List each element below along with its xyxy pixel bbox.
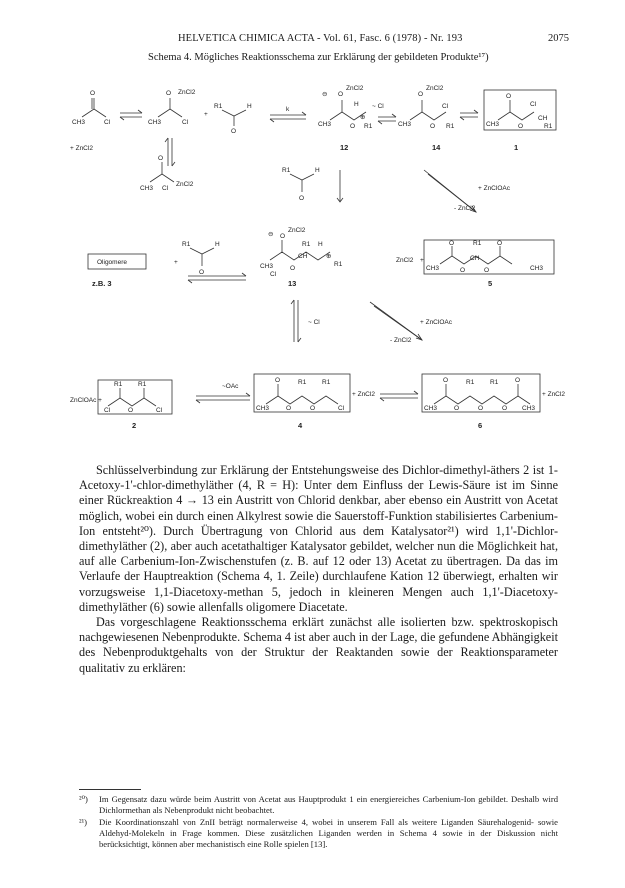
label-o: O bbox=[158, 155, 164, 162]
label-o: O bbox=[515, 377, 521, 384]
label-o: O bbox=[166, 90, 172, 97]
label-ch3: CH3 bbox=[256, 405, 270, 412]
svg-text:⊕: ⊕ bbox=[360, 114, 366, 121]
label-zncloac-plus: ZnClOAc + bbox=[70, 397, 102, 404]
label-zncl2: ZnCl2 bbox=[176, 181, 194, 188]
label-ch3: CH3 bbox=[72, 119, 86, 126]
equilibrium-arrow bbox=[460, 110, 478, 120]
label-minus-oac: ~OAc bbox=[222, 383, 239, 390]
label-r1: R1 bbox=[214, 103, 223, 110]
label-ch: CH bbox=[298, 253, 308, 260]
label-plus-zncloac: + ZnClOAc bbox=[478, 185, 510, 192]
compound-6-label: 6 bbox=[478, 421, 483, 430]
acetyl-chloride-structure bbox=[72, 90, 111, 126]
label-o: O bbox=[280, 233, 286, 240]
label-plus-zncl2: + ZnCl2 bbox=[352, 391, 375, 398]
label-cl: Cl bbox=[104, 407, 111, 414]
reaction-scheme bbox=[0, 62, 625, 457]
label-o: O bbox=[299, 195, 305, 202]
label-h: H bbox=[318, 241, 323, 248]
equilibrium-arrow bbox=[378, 114, 396, 124]
svg-text:+: + bbox=[204, 111, 208, 118]
footnote-divider bbox=[79, 789, 141, 790]
vertical-equilibrium-arrow bbox=[165, 138, 175, 166]
paragraph-2: Das vorgeschlagene Reaktionsschema erklärt zunächst alle isolierten bzw. spektroskopisch nachgewiesenen Nebenprodukte. Schema 4 ist aber auch in der Lage, die gefundene Abhängigkeit des Nebenproduktgehalts von der Struktur der Reaktanden sowie der Reaktionsparameter qualitativ zu erklären: bbox=[79, 615, 558, 675]
compound-13-label: 13 bbox=[288, 279, 297, 288]
label-r1: R1 bbox=[298, 379, 307, 386]
compound-14-label: 14 bbox=[432, 143, 441, 152]
label-o: O bbox=[430, 123, 436, 130]
footnote-20 bbox=[79, 794, 558, 816]
label-cl: Cl bbox=[270, 271, 277, 278]
label-ch3: CH3 bbox=[426, 265, 440, 272]
label-ch3: CH3 bbox=[530, 265, 544, 272]
label-o: O bbox=[454, 405, 460, 412]
label-o: O bbox=[286, 405, 292, 412]
label-minus-cl: ~ Cl bbox=[372, 103, 384, 110]
footnote-text: Im Gegensatz dazu würde beim Austritt von Acetat aus Hauptprodukt 1 ein energiereiches Carbenium-Ion gebildet. Deshalb wird Dichlormethan als Nebenprodukt nicht beobachtet. bbox=[99, 794, 558, 815]
compound-1-label: 1 bbox=[514, 143, 519, 152]
equilibrium-arrow bbox=[196, 383, 250, 403]
label-ch3: CH3 bbox=[260, 263, 274, 270]
label-r1: R1 bbox=[334, 261, 343, 268]
label-o: O bbox=[128, 407, 134, 414]
oligomer-box bbox=[88, 254, 146, 288]
label-plus-zncloac: + ZnClOAc bbox=[420, 319, 452, 326]
label-o: O bbox=[497, 240, 503, 247]
complex-14-structure bbox=[398, 85, 455, 152]
label-cl: Cl bbox=[442, 103, 449, 110]
cation-13-structure bbox=[260, 227, 343, 288]
label-r1: R1 bbox=[302, 241, 311, 248]
paragraph-1: Schlüsselverbindung zur Erklärung der Entstehungsweise des Dichlor-dimethyl-äthers 2 ist 1-Acetoxy-1'-chlor-dimethyläther (4, R = H): Unter dem Einfluss der Lewis-Säure ist im Sinne einer Rückreaktion 4 → 13 ein Austritt von Chlorid denkbar, aber ebenso ein Austritt von Acetat möglich, wobei ein durch einen Alkylrest sowie die Sauerstoff-Funktion stabilisiertes Carbenium-Ion entsteht²⁰). Durch Übertragung von Chlorid aus dem Katalysator²¹) wird 1,1'-Dichlor-dimethyläther (2), aber auch acetathaltiger Katalysator gebildet, welcher nun die Möglichkeit hat, auf alle Carbenium-Ion-Zwischenstufen (z. B. auf 12 oder 13) Acetat zu übertragen. Da das im Verlaufe der Hauptreaktion (Schema 4, 1. Zeile) durchlaufene Kation 12 überwiegt, erhalten wir vorzugsweise 1,1-Diacetoxy-methan 5, jedoch in kleineren Mengen auch 1,1'-Diacetoxy-dimethyläther (6) sowie allenfalls oligomere Diacetate. bbox=[79, 463, 558, 614]
label-minus-zncl2: - ZnCl2 bbox=[454, 205, 476, 212]
label-ch3: CH3 bbox=[486, 121, 500, 128]
label-o: O bbox=[478, 405, 484, 412]
label-o: O bbox=[418, 91, 424, 98]
label-plus-zncl2: + ZnCl2 bbox=[70, 145, 93, 152]
label-o: O bbox=[484, 267, 490, 274]
label-cl: Cl bbox=[530, 101, 537, 108]
label-r1: R1 bbox=[490, 379, 499, 386]
label-o: O bbox=[518, 123, 524, 130]
label-cl: Cl bbox=[338, 405, 345, 412]
label-r1: R1 bbox=[364, 123, 373, 130]
label-minus-zncl2: - ZnCl2 bbox=[390, 337, 412, 344]
label-minus-cl: ~ Cl bbox=[308, 319, 320, 326]
label-cl: Cl bbox=[104, 119, 111, 126]
body-text bbox=[79, 463, 558, 676]
label-r1: R1 bbox=[473, 240, 482, 247]
label-o: O bbox=[506, 93, 512, 100]
label-zncl2: ZnCl2 bbox=[288, 227, 306, 234]
label-r1: R1 bbox=[446, 123, 455, 130]
compound-4-label: 4 bbox=[298, 421, 303, 430]
label-cl: Cl bbox=[162, 185, 169, 192]
label-o: O bbox=[310, 405, 316, 412]
label-ch3: CH3 bbox=[318, 121, 332, 128]
label-r1: R1 bbox=[182, 241, 191, 248]
label-r1: R1 bbox=[282, 167, 291, 174]
equilibrium-arrow bbox=[188, 273, 246, 283]
aldehyde-structure bbox=[174, 241, 220, 276]
label-o: O bbox=[231, 128, 237, 135]
svg-text:⊖: ⊖ bbox=[322, 91, 328, 98]
svg-text:⊕: ⊕ bbox=[326, 253, 332, 260]
product-1-structure bbox=[484, 90, 556, 152]
label-ch3: CH3 bbox=[148, 119, 162, 126]
label-o: O bbox=[199, 269, 205, 276]
label-r1: R1 bbox=[466, 379, 475, 386]
rate-arrow-k bbox=[270, 106, 306, 122]
label-o: O bbox=[502, 405, 508, 412]
vertical-equilibrium-arrow bbox=[291, 300, 320, 342]
label-r1: R1 bbox=[114, 381, 123, 388]
label-zncl2-plus: ZnCl2 bbox=[396, 257, 414, 264]
product-4-structure bbox=[254, 374, 350, 430]
equilibrium-arrow bbox=[380, 391, 418, 401]
product-6-structure bbox=[422, 374, 540, 430]
label-cl: Cl bbox=[156, 407, 163, 414]
label-r1: R1 bbox=[138, 381, 147, 388]
footnote-21 bbox=[79, 817, 558, 850]
label-zncl2: ZnCl2 bbox=[346, 85, 364, 92]
label-oligomere: Oligomere bbox=[97, 259, 127, 266]
label-h: H bbox=[354, 101, 359, 108]
label-o: O bbox=[460, 267, 466, 274]
svg-text:+: + bbox=[174, 259, 178, 266]
label-zncl2: ZnCl2 bbox=[178, 89, 196, 96]
label-cl: Cl bbox=[182, 119, 189, 126]
aldehyde-structure bbox=[282, 167, 320, 202]
scheme-caption: Schema 4. Mögliches Reaktionsschema zur Erklärung der gebildeten Produkte¹⁷) bbox=[148, 52, 489, 63]
label-ch: CH bbox=[538, 115, 548, 122]
label-o: O bbox=[275, 377, 281, 384]
acetyl-chloride-zncl2-adduct bbox=[140, 155, 194, 192]
label-plus-zncl2: + ZnCl2 bbox=[542, 391, 565, 398]
label-r1: R1 bbox=[322, 379, 331, 386]
label-ch3: CH3 bbox=[398, 121, 412, 128]
compound-12-label: 12 bbox=[340, 143, 349, 152]
cation-12-structure bbox=[318, 85, 373, 152]
label-r1: R1 bbox=[544, 123, 553, 130]
footnote-mark: ²¹) bbox=[79, 817, 88, 827]
diagonal-arrow bbox=[370, 302, 422, 340]
footnotes bbox=[79, 794, 558, 851]
compound-3-label: z.B. 3 bbox=[92, 279, 112, 288]
svg-text:⊖: ⊖ bbox=[268, 231, 274, 238]
page-number: 2075 bbox=[548, 33, 569, 44]
label-o: O bbox=[90, 90, 96, 97]
label-h: H bbox=[315, 167, 320, 174]
label-k: k bbox=[286, 106, 290, 113]
label-ch3: CH3 bbox=[424, 405, 438, 412]
label-o: O bbox=[338, 91, 344, 98]
compound-2-label: 2 bbox=[132, 421, 137, 430]
product-5-structure bbox=[424, 240, 554, 288]
label-zncl2: ZnCl2 bbox=[426, 85, 444, 92]
acetyl-chloride-zncl2-complex bbox=[148, 89, 208, 126]
label-h: H bbox=[215, 241, 220, 248]
label-o: O bbox=[290, 265, 296, 272]
equilibrium-arrow bbox=[120, 110, 142, 120]
label-ch3: CH3 bbox=[522, 405, 536, 412]
label-o: O bbox=[449, 240, 455, 247]
vertical-arrow bbox=[337, 170, 343, 202]
running-header: HELVETICA CHIMICA ACTA - Vol. 61, Fasc. 6 (1978) - Nr. 193 bbox=[178, 33, 463, 44]
label-ch: CH bbox=[470, 255, 480, 262]
label-o: O bbox=[350, 123, 356, 130]
label-o: O bbox=[443, 377, 449, 384]
compound-5-label: 5 bbox=[488, 279, 493, 288]
aldehyde-structure bbox=[214, 103, 252, 135]
footnote-text: Die Koordinationszahl von ZnII beträgt normalerweise 4, wobei in unserem Fall als weitere Liganden Säurehalogenid- sowie Aldehyd-Molekeln in Frage kommen. Diese zusätzlichen Liganden werden in Schema 4 sowie in der Diskussion nicht berücksichtigt, können aber mechanistisch eine Rolle spielen [13]. bbox=[99, 817, 558, 849]
product-2-structure bbox=[98, 380, 172, 430]
label-ch3: CH3 bbox=[140, 185, 154, 192]
svg-text:+: + bbox=[420, 257, 424, 264]
label-h: H bbox=[247, 103, 252, 110]
footnote-mark: ²⁰) bbox=[79, 794, 88, 804]
